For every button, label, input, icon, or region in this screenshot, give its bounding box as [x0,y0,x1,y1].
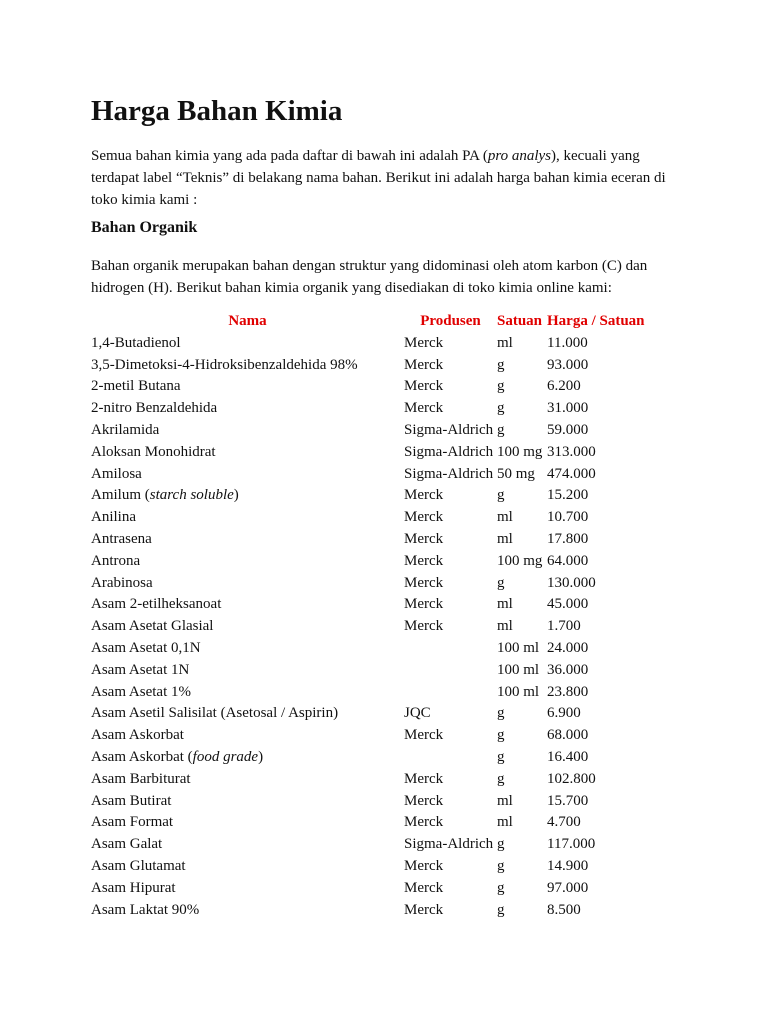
table-row [91,529,657,551]
cell-satuan: ml [497,509,513,526]
cell-nama [91,376,404,398]
nama-text: Amilum ( [91,487,150,504]
header-nama: Nama [228,313,267,329]
cell-satuan: g [497,879,505,896]
cell-produsen: Sigma-Aldrich [404,421,494,438]
page-title: Harga Bahan Kimia [91,95,343,127]
cell-nama [91,660,404,682]
cell-nama [91,485,404,507]
table-row [91,507,657,529]
table-row [91,551,657,573]
nama-suffix: ) [258,748,264,765]
cell-harga: 24.000 [547,639,589,656]
section-title: Bahan Organik [91,219,198,236]
cell-produsen: Sigma-Aldrich [404,836,494,853]
cell-produsen: Merck [404,857,444,874]
cell-nama [91,464,404,486]
cell-satuan: 100 mg [497,552,543,569]
table-row [91,355,657,377]
nama-text: Antrona [91,552,141,569]
cell-produsen [404,660,497,682]
cell-harga: 17.800 [547,530,589,547]
cell-produsen: Merck [404,378,444,395]
cell-nama [91,355,404,377]
cell-produsen [404,747,497,769]
cell-nama [91,703,404,725]
table-row [91,660,657,682]
nama-text: Asam Format [91,814,174,831]
table-row [91,485,657,507]
cell-satuan: g [497,378,505,395]
cell-produsen: Merck [404,792,444,809]
cell-nama [91,878,404,900]
cell-nama [91,638,404,660]
table-body [91,333,657,922]
nama-text: 2-nitro Benzaldehida [91,400,218,417]
cell-nama [91,420,404,442]
cell-harga: 8.500 [547,901,581,918]
table-row [91,638,657,660]
cell-produsen: Merck [404,574,444,591]
cell-nama [91,791,404,813]
cell-nama [91,834,404,856]
cell-satuan: g [497,400,505,417]
cell-nama [91,812,404,834]
section-description [91,255,681,299]
table-row [91,834,657,856]
nama-text: Asam Asetat Glasial [91,618,214,635]
intro-line-2: terdapat label “Teknis” di belakang nama bahan. Berikut ini adalah harga bahan kimia eceran di [91,170,666,186]
cell-harga: 59.000 [547,421,589,438]
cell-harga: 64.000 [547,552,589,569]
cell-harga: 6.900 [547,705,581,722]
cell-produsen: Merck [404,618,444,635]
nama-text: Asam Asetil Salisilat (Asetosal / Aspirin) [91,705,339,722]
nama-text: Asam Hipurat [91,879,176,896]
cell-produsen: JQC [404,705,431,722]
table-row [91,616,657,638]
cell-harga: 68.000 [547,727,589,744]
intro-line-3: toko kimia kami : [91,192,198,208]
cell-harga: 6.200 [547,378,581,395]
cell-nama [91,747,404,769]
cell-harga: 130.000 [547,574,596,591]
nama-text: Akrilamida [91,421,160,438]
nama-emphasis: starch soluble [149,487,234,504]
table-header-row [91,311,657,333]
table-row [91,682,657,704]
nama-text: Asam Galat [91,836,163,853]
table-row [91,594,657,616]
cell-produsen: Merck [404,509,444,526]
cell-harga: 4.700 [547,814,581,831]
nama-text: Asam Asetat 1N [91,661,190,678]
nama-text: Asam Asetat 1% [91,683,191,700]
table-row [91,398,657,420]
cell-harga: 45.000 [547,596,589,613]
cell-nama [91,616,404,638]
cell-nama [91,529,404,551]
intro-text: Semua bahan kimia yang ada pada daftar di bawah ini adalah PA ( [91,148,488,164]
cell-produsen: Sigma-Aldrich [404,465,494,482]
header-satuan: Satuan [497,313,543,329]
cell-produsen: Merck [404,487,444,504]
nama-text: Asam Asetat 0,1N [91,639,201,656]
nama-text: Anilina [91,509,136,526]
nama-text: Arabinosa [91,574,153,591]
cell-produsen: Sigma-Aldrich [404,443,494,460]
cell-satuan: g [497,356,505,373]
cell-nama [91,900,404,922]
intro-paragraph [91,145,681,211]
cell-nama [91,333,404,355]
cell-harga: 15.700 [547,792,589,809]
cell-produsen: Merck [404,814,444,831]
table-row [91,420,657,442]
cell-nama [91,442,404,464]
section-desc-line-2: hidrogen (H). Berikut bahan kimia organik yang disediakan di toko kimia online kami: [91,280,612,296]
cell-satuan: 100 ml [497,639,540,656]
cell-satuan: ml [497,814,513,831]
table-row [91,812,657,834]
cell-harga: 16.400 [547,748,589,765]
cell-satuan: 100 mg [497,443,543,460]
cell-harga: 10.700 [547,509,589,526]
cell-nama [91,725,404,747]
cell-nama [91,507,404,529]
cell-harga: 117.000 [547,836,596,853]
cell-nama [91,856,404,878]
table-row [91,878,657,900]
cell-produsen: Merck [404,879,444,896]
cell-produsen: Merck [404,901,444,918]
cell-satuan: ml [497,618,513,635]
nama-text: 2-metil Butana [91,378,181,395]
cell-harga: 15.200 [547,487,589,504]
cell-satuan: 100 ml [497,683,540,700]
cell-produsen: Merck [404,356,444,373]
nama-text: Asam Butirat [91,792,172,809]
cell-produsen: Merck [404,530,444,547]
table-row [91,464,657,486]
cell-nama [91,398,404,420]
cell-satuan: 100 ml [497,661,540,678]
header-harga: Harga / Satuan [547,313,645,329]
nama-text: 3,5-Dimetoksi-4-Hidroksibenzaldehida 98% [91,356,358,373]
cell-satuan: ml [497,334,513,351]
cell-nama [91,573,404,595]
cell-satuan: ml [497,596,513,613]
table-row [91,573,657,595]
cell-satuan: ml [497,792,513,809]
table-row [91,376,657,398]
cell-harga: 11.000 [547,334,588,351]
cell-satuan: g [497,421,505,438]
cell-harga: 23.800 [547,683,589,700]
cell-produsen: Merck [404,552,444,569]
cell-produsen: Merck [404,596,444,613]
intro-line-1 [91,145,681,167]
cell-nama [91,551,404,573]
cell-nama [91,594,404,616]
table-row [91,703,657,725]
cell-harga: 313.000 [547,443,596,460]
nama-text: Asam Laktat 90% [91,901,200,918]
cell-produsen: Merck [404,334,444,351]
cell-satuan: g [497,901,505,918]
cell-satuan: g [497,857,505,874]
table-row [91,725,657,747]
cell-satuan: ml [497,530,513,547]
table-row [91,791,657,813]
nama-text: Amilosa [91,465,142,482]
cell-produsen [404,682,497,704]
nama-text: Asam Barbiturat [91,770,191,787]
cell-nama [91,769,404,791]
section-desc-line-1: Bahan organik merupakan bahan dengan struktur yang didominasi oleh atom karbon (C) dan [91,258,648,274]
table-row [91,333,657,355]
cell-satuan: g [497,487,505,504]
cell-satuan: g [497,770,505,787]
header-produsen: Produsen [420,313,481,329]
nama-text: Antrasena [91,530,152,547]
nama-text: Aloksan Monohidrat [91,443,216,460]
table-row [91,856,657,878]
nama-text: Asam Askorbat [91,727,184,744]
cell-satuan: g [497,705,505,722]
cell-harga: 31.000 [547,400,589,417]
cell-harga: 1.700 [547,618,581,635]
nama-text: Asam 2-etilheksanoat [91,596,222,613]
nama-text: Asam Askorbat ( [91,748,193,765]
intro-text: ), kecuali yang [551,148,640,164]
cell-produsen: Merck [404,770,444,787]
table-row [91,769,657,791]
cell-harga: 97.000 [547,879,589,896]
nama-text: Asam Glutamat [91,857,186,874]
cell-satuan: 50 mg [497,465,535,482]
cell-harga: 474.000 [547,465,596,482]
cell-nama [91,682,404,704]
cell-satuan: g [497,727,505,744]
nama-text: 1,4-Butadienol [91,334,181,351]
cell-satuan: g [497,748,505,765]
price-table [91,311,657,921]
cell-harga: 14.900 [547,857,589,874]
cell-satuan: g [497,574,505,591]
table-row [91,442,657,464]
cell-satuan: g [497,836,505,853]
table-row [91,900,657,922]
intro-emphasis: pro analys [487,148,552,164]
cell-produsen [404,638,497,660]
cell-harga: 102.800 [547,770,596,787]
table-row [91,747,657,769]
cell-produsen: Merck [404,727,444,744]
cell-harga: 36.000 [547,661,589,678]
nama-emphasis: food grade [192,748,259,765]
nama-suffix: ) [233,487,239,504]
cell-produsen: Merck [404,400,444,417]
cell-harga: 93.000 [547,356,589,373]
